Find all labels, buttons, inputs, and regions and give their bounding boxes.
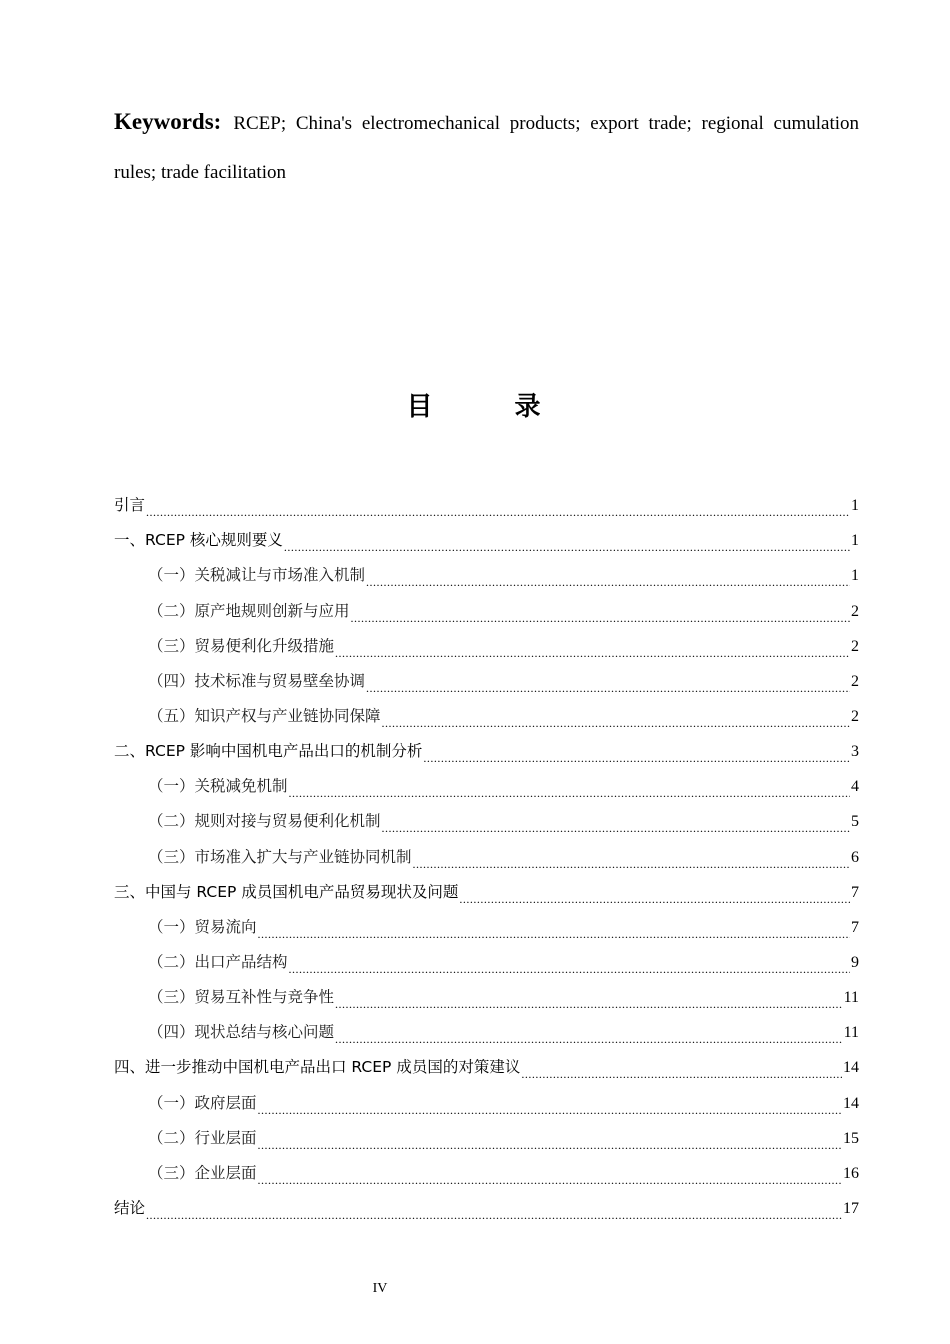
toc-dot-leader	[146, 488, 850, 523]
toc-page-number: 2	[851, 707, 859, 725]
toc-page-number: 7	[851, 918, 859, 936]
toc-entry-text: （五）知识产权与产业链协同保障	[148, 706, 381, 725]
toc-page-number: 17	[843, 1199, 859, 1217]
table-of-contents	[114, 488, 859, 1226]
toc-entry[interactable]	[114, 910, 859, 945]
toc-dot-leader	[335, 629, 850, 664]
page-number: IV	[372, 1281, 388, 1296]
toc-page-number: 1	[851, 532, 859, 550]
toc-page-number: 14	[843, 1059, 859, 1077]
toc-entry[interactable]	[114, 593, 859, 628]
toc-entry[interactable]	[114, 699, 859, 734]
toc-page-number: 9	[851, 953, 859, 971]
toc-dot-leader	[289, 769, 850, 804]
toc-entry-text: （一）贸易流向	[148, 917, 257, 936]
toc-entry[interactable]	[114, 1085, 859, 1120]
toc-entry-text: 结论	[114, 1198, 146, 1217]
toc-page-number: 2	[851, 602, 859, 620]
toc-dot-leader	[284, 523, 850, 558]
toc-entry-text: （一）政府层面	[148, 1093, 257, 1112]
toc-dot-leader	[289, 945, 850, 980]
toc-title: 目 录	[406, 392, 569, 422]
toc-entry[interactable]	[114, 1121, 859, 1156]
toc-page-number: 1	[851, 567, 859, 585]
toc-page-number: 2	[851, 672, 859, 690]
keywords-label: Keywords:	[114, 109, 222, 134]
toc-entry[interactable]	[114, 523, 859, 558]
toc-entry-text: 引言	[114, 496, 146, 515]
toc-entry-text: （二）原产地规则创新与应用	[148, 601, 350, 620]
keywords-paragraph	[114, 97, 859, 197]
toc-entry-text: （三）贸易便利化升级措施	[148, 636, 335, 655]
toc-page-number: 7	[851, 883, 859, 901]
toc-entry-text: （二）出口产品结构	[148, 952, 288, 971]
toc-dot-leader	[258, 1086, 842, 1121]
toc-page-number: 6	[851, 848, 859, 866]
toc-page-number: 5	[851, 813, 859, 831]
toc-dot-leader	[258, 1156, 842, 1191]
toc-page-number: 1	[851, 497, 859, 515]
toc-dot-leader	[366, 558, 850, 593]
toc-entry[interactable]	[114, 839, 859, 874]
toc-dot-leader	[335, 1015, 843, 1050]
toc-entry[interactable]	[114, 629, 859, 664]
toc-dot-leader	[521, 1050, 842, 1085]
toc-entry[interactable]	[114, 1156, 859, 1191]
toc-entry-text: （二）规则对接与贸易便利化机制	[148, 812, 381, 831]
toc-dot-leader	[146, 1191, 842, 1226]
toc-entry-text: （三）市场准入扩大与产业链协同机制	[148, 847, 412, 866]
toc-entry-text: （三）贸易互补性与竞争性	[148, 988, 335, 1007]
toc-entry-text: （四）技术标准与贸易壁垒协调	[148, 671, 366, 690]
toc-entry[interactable]	[114, 804, 859, 839]
toc-entry[interactable]	[114, 980, 859, 1015]
toc-page-number: 4	[851, 778, 859, 796]
toc-entry[interactable]	[114, 488, 859, 523]
toc-entry[interactable]	[114, 769, 859, 804]
toc-entry-text: （一）关税减免机制	[148, 777, 288, 796]
toc-dot-leader	[413, 840, 850, 875]
toc-dot-leader	[335, 980, 843, 1015]
toc-entry[interactable]	[114, 1015, 859, 1050]
toc-entry[interactable]	[114, 875, 859, 910]
toc-entry-text: 一、RCEP 核心规则要义	[114, 531, 283, 550]
toc-dot-leader	[382, 699, 850, 734]
toc-dot-leader	[423, 734, 850, 769]
toc-dot-leader	[459, 875, 850, 910]
toc-dot-leader	[258, 1121, 842, 1156]
toc-entry-text: （二）行业层面	[148, 1128, 257, 1147]
toc-dot-leader	[258, 910, 850, 945]
toc-page-number: 11	[843, 989, 859, 1007]
toc-entry[interactable]	[114, 558, 859, 593]
toc-dot-leader	[382, 804, 850, 839]
toc-dot-leader	[351, 594, 850, 629]
toc-page-number: 15	[843, 1129, 859, 1147]
toc-entry[interactable]	[114, 664, 859, 699]
toc-entry-text: （一）关税减让与市场准入机制	[148, 566, 366, 585]
toc-entry[interactable]	[114, 1191, 859, 1226]
toc-entry-text: 二、RCEP 影响中国机电产品出口的机制分析	[114, 742, 423, 761]
toc-page-number: 11	[843, 1024, 859, 1042]
toc-page-number: 14	[843, 1094, 859, 1112]
toc-entry-text: （三）企业层面	[148, 1163, 257, 1182]
toc-entry[interactable]	[114, 734, 859, 769]
keywords-text: RCEP; China's electromechanical products; export trade; regional cumulation rules; trade facilitation	[114, 113, 859, 183]
toc-page-number: 3	[851, 743, 859, 761]
toc-entry-text: 三、中国与 RCEP 成员国机电产品贸易现状及问题	[114, 882, 459, 901]
toc-entry[interactable]	[114, 945, 859, 980]
toc-page-number: 16	[843, 1164, 859, 1182]
toc-page-number: 2	[851, 637, 859, 655]
toc-entry-text: （四）现状总结与核心问题	[148, 1023, 335, 1042]
toc-dot-leader	[366, 664, 850, 699]
toc-entry-text: 四、进一步推动中国机电产品出口 RCEP 成员国的对策建议	[114, 1058, 521, 1077]
toc-entry[interactable]	[114, 1050, 859, 1085]
